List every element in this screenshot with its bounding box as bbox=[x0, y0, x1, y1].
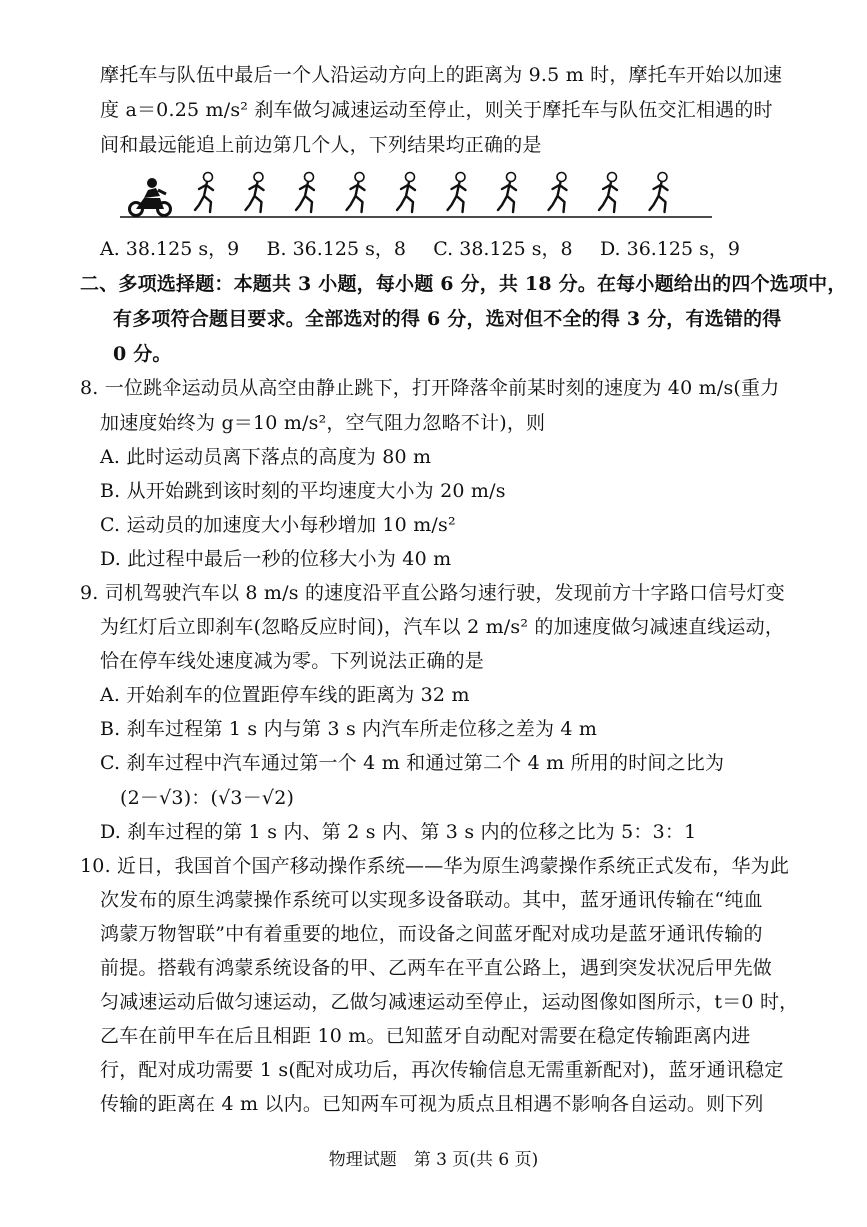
runner-icon bbox=[498, 173, 516, 213]
q8-option-a[interactable]: A. 此时运动员离下落点的高度为 80 m bbox=[100, 446, 432, 468]
runner-icon bbox=[347, 173, 365, 213]
motorcycle-runners-figure bbox=[120, 168, 720, 228]
q7-option-b[interactable]: B. 36.125 s，8 bbox=[266, 238, 406, 260]
q8-stem-line-2: 加速度始终为 g＝10 m/s²，空气阻力忽略不计)，则 bbox=[100, 412, 546, 434]
q10-stem-line-3: 鸿蒙万物智联”中有着重要的地位，而设备之间蓝牙配对成功是蓝牙通讯传输的 bbox=[100, 923, 763, 945]
q7-option-a[interactable]: A. 38.125 s，9 bbox=[100, 238, 240, 260]
q7-options bbox=[100, 232, 740, 266]
q7-line-2: 度 a＝0.25 m/s² 刹车做匀减速运动至停止，则关于摩托车与队伍交汇相遇的时 bbox=[100, 99, 773, 121]
q9-stem-line-1: 9. 司机驾驶汽车以 8 m/s 的速度沿平直公路匀速行驶，发现前方十字路口信号灯变 bbox=[80, 582, 785, 604]
section2-heading-line-2: 有多项符合题目要求。全部选对的得 6 分，选对但不全的得 3 分，有选错的得 bbox=[113, 308, 782, 330]
runner-icon bbox=[599, 173, 617, 213]
section2-heading-line-3: 0 分。 bbox=[113, 343, 172, 365]
runner-icon bbox=[448, 173, 466, 213]
q9-option-b[interactable]: B. 刹车过程第 1 s 内与第 3 s 内汽车所走位移之差为 4 m bbox=[100, 718, 598, 740]
motorcycle-icon bbox=[130, 178, 171, 216]
q10-stem-line-5: 匀减速运动后做匀速运动，乙做匀减速运动至停止，运动图像如图所示，t＝0 时， bbox=[100, 991, 799, 1013]
runner-icon bbox=[195, 173, 213, 213]
q10-stem-line-8: 传输的距离在 4 m 以内。已知两车可视为质点且相遇不影响各自运动。则下列 bbox=[100, 1093, 764, 1115]
q10-stem-line-2: 次发布的原生鸿蒙操作系统可以实现多设备联动。其中，蓝牙通讯传输在“纯血 bbox=[100, 889, 763, 911]
section2-heading-line-1: 二、多项选择题：本题共 3 小题，每小题 6 分，共 18 分。在每小题给出的四个选项中， bbox=[80, 273, 847, 295]
runner-icon bbox=[246, 173, 264, 213]
q9-stem-line-3: 恰在停车线处速度减为零。下列说法正确的是 bbox=[100, 650, 485, 672]
q7-line-3: 间和最远能追上前边第几个人，下列结果均正确的是 bbox=[100, 134, 542, 156]
q9-option-c-ratio: (2－√3)：(√3－√2) bbox=[120, 787, 295, 809]
runners-group bbox=[195, 173, 668, 213]
runner-icon bbox=[650, 173, 668, 213]
q9-option-d[interactable]: D. 刹车过程的第 1 s 内、第 2 s 内、第 3 s 内的位移之比为 5：3：1 bbox=[100, 821, 697, 843]
q10-stem-line-6: 乙车在前甲车在后且相距 10 m。已知蓝牙自动配对需要在稳定传输距离内进 bbox=[100, 1025, 751, 1047]
runner-icon bbox=[397, 173, 415, 213]
runner-icon bbox=[296, 173, 314, 213]
q10-stem-line-4: 前提。搭载有鸿蒙系统设备的甲、乙两车在平直公路上，遇到突发状况后甲先做 bbox=[100, 957, 773, 979]
page-footer: 物理试题 第 3 页(共 6 页) bbox=[328, 1150, 539, 1170]
q7-option-d[interactable]: D. 36.125 s，9 bbox=[599, 238, 740, 260]
q8-option-d[interactable]: D. 此过程中最后一秒的位移大小为 40 m bbox=[100, 548, 452, 570]
q9-option-c[interactable]: C. 刹车过程中汽车通过第一个 4 m 和通过第二个 4 m 所用的时间之比为 bbox=[100, 752, 725, 774]
runner-icon bbox=[549, 173, 567, 213]
q9-option-a[interactable]: A. 开始刹车的位置距停车线的距离为 32 m bbox=[100, 684, 470, 706]
q10-stem-line-1: 10. 近日，我国首个国产移动操作系统——华为原生鸿蒙操作系统正式发布，华为此 bbox=[80, 855, 790, 877]
q8-option-c[interactable]: C. 运动员的加速度大小每秒增加 10 m/s² bbox=[100, 514, 456, 536]
q9-stem-line-2: 为红灯后立即刹车(忽略反应时间)，汽车以 2 m/s² 的加速度做匀减速直线运动， bbox=[100, 616, 785, 638]
q8-option-b[interactable]: B. 从开始跳到该时刻的平均速度大小为 20 m/s bbox=[100, 480, 506, 502]
q10-stem-line-7: 行，配对成功需要 1 s(配对成功后，再次传输信息无需重新配对)，蓝牙通讯稳定 bbox=[100, 1059, 784, 1081]
q7-line-1: 摩托车与队伍中最后一个人沿运动方向上的距离为 9.5 m 时，摩托车开始以加速 bbox=[100, 64, 783, 86]
q7-option-c[interactable]: C. 38.125 s，8 bbox=[433, 238, 573, 260]
q8-stem-line-1: 8. 一位跳伞运动员从高空由静止跳下，打开降落伞前某时刻的速度为 40 m/s(重力 bbox=[80, 377, 780, 399]
